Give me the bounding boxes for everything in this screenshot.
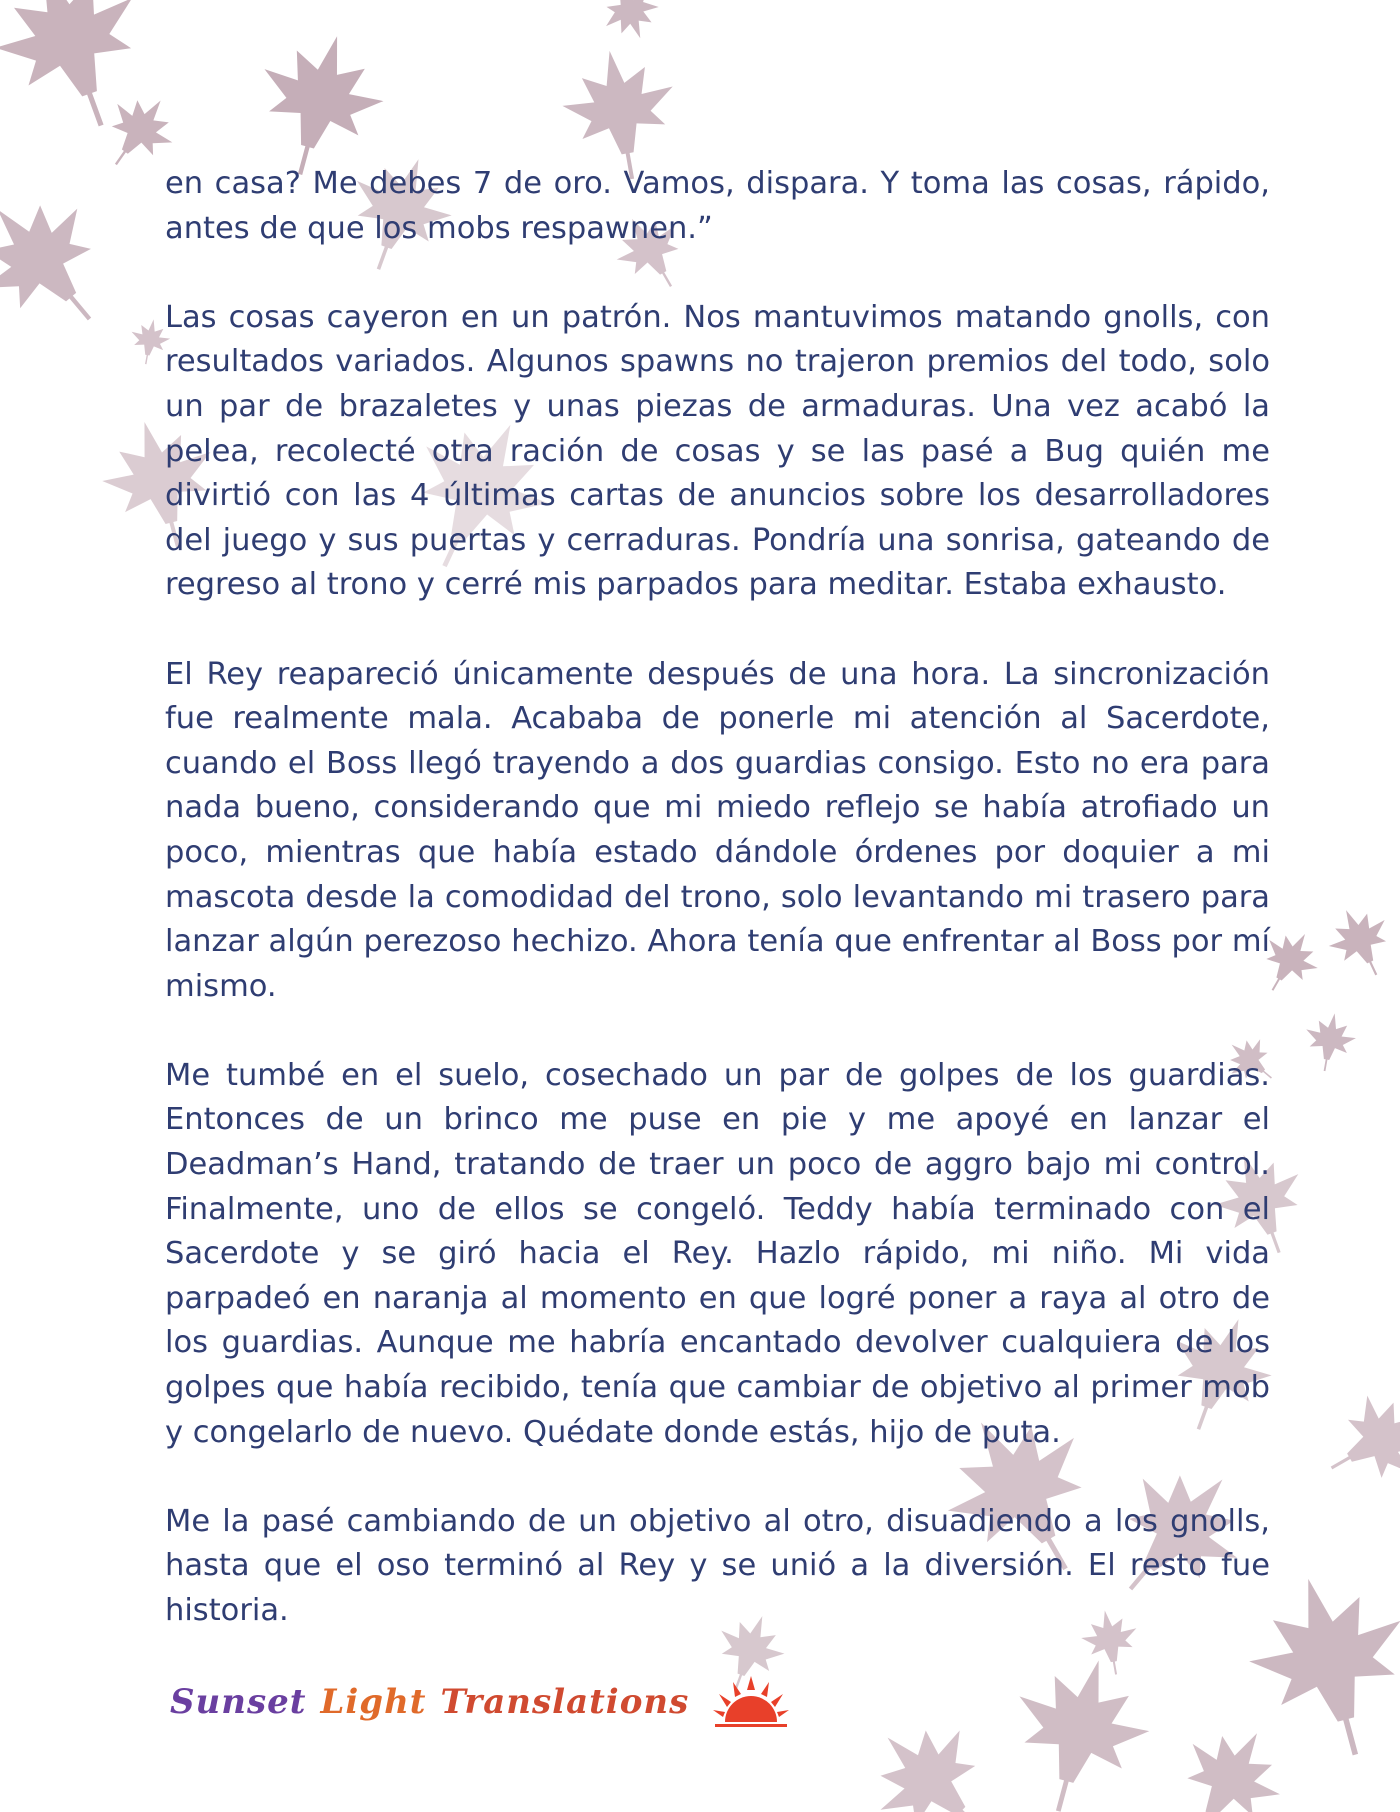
paragraph: Las cosas cayeron en un patrón. Nos mantuvimos matando gnolls, con resultados variados. Algunos spawns no trajeron premios del todo, solo un par de brazaletes y unas piezas de armaduras. Una vez acabó la pelea, recolecté otra ración de cosas y se las pasé a Bug quién me divirtió con las 4 últimas cartas de anuncios sobre los desarrolladores del juego y sus puertas y cerraduras. Pondría una sonrisa, gateando de regreso al trono y cerré mis parpados para meditar. Estaba exhausto. [165, 299, 1270, 603]
maple-leaf-icon [848, 1698, 1019, 1812]
rising-sun-icon [711, 1674, 791, 1730]
maple-leaf-icon [1309, 1377, 1400, 1507]
paragraph: El Rey reapareció únicamente después de una hora. La sincronización fue realmente mala. Acababa de ponerle mi atención al Sacerdote, cuando el Boss llegó trayendo a dos guardias consigo. Esto no era para nada bueno, considerando que mi miedo reflejo se había atrofiado un poco, mientras que había estado dándole órdenes por doquier a mi mascota desde la comodidad del trono, solo levantando mi trasero para lanzar algún perezoso hechizo. Ahora tenía que enfrentar al Boss por mí mismo. [165, 656, 1270, 1004]
maple-leaf-icon [1300, 1009, 1360, 1075]
maple-leaf-icon [993, 1643, 1163, 1812]
logo-word-translations: Translations [440, 1682, 690, 1722]
paragraph: en casa? Me debes 7 de oro. Vamos, dispara. Y toma las cosas, rápido, antes de que los mobs respawnen.” [165, 166, 1270, 246]
maple-leaf-icon [1155, 1708, 1301, 1812]
maple-leaf-icon [592, 0, 667, 48]
maple-leaf-icon [0, 170, 137, 359]
paragraph: Me tumbé en el suelo, cosechado un par de golpes de los guardias. Entonces de un brinco me puse en pie y me apoyé en lanzar el Deadman’s Hand, tratando de traer un poco de aggro bajo mi control. Finalmente, uno de ellos se congeló. Teddy había terminado con el Sacerdote y se giró hacia el Rey. Hazlo rápido, mi niño. Mi vida parpadeó en naranja al momento en que logré poner a raya al otro de los guardias. Aunque me habría encantado devolver cualquiera de los golpes que había recibido, tenía que cambiar de objetivo al primer mob y congelarlo de nuevo. Quédate donde estás, hijo de puta. [165, 1057, 1270, 1450]
logo-word-light: Light [320, 1682, 427, 1722]
paragraph: Me la pasé cambiando de un objetivo al otro, disuadiendo a los gnolls, hasta que el oso terminó al Rey y se unió a la diversión. El resto fue historia. [165, 1503, 1270, 1628]
translator-logo [170, 1672, 791, 1732]
page-body [165, 162, 1270, 1634]
maple-leaf-icon [1318, 897, 1400, 988]
logo-word-sunset: Sunset [170, 1682, 307, 1722]
